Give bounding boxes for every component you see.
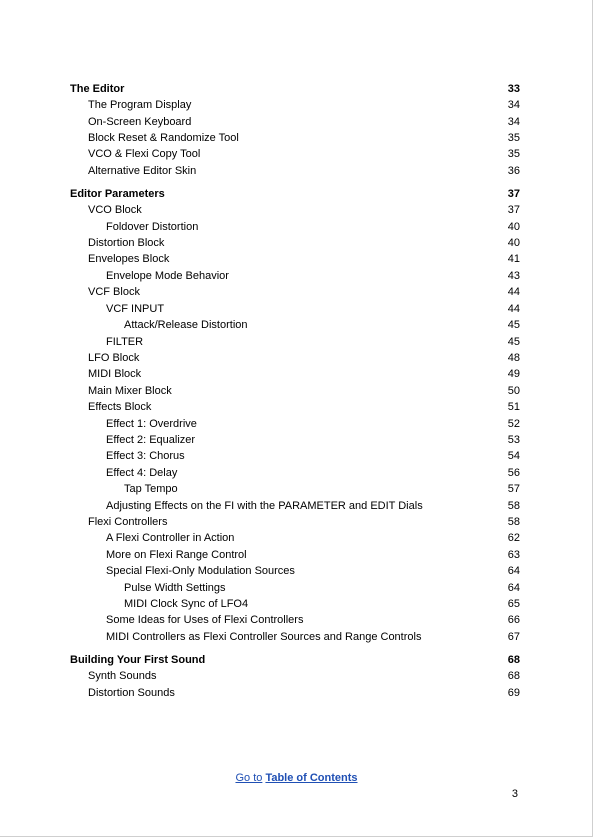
toc-entry-page: 33: [507, 83, 520, 95]
toc-entry-page: 65: [507, 598, 520, 610]
toc-entry-title: More on Flexi Range Control: [106, 549, 247, 561]
toc-entry[interactable]: [70, 399, 520, 415]
toc-entry-title: Attack/Release Distortion: [124, 319, 248, 331]
toc-entry-page: 34: [507, 99, 520, 111]
toc-entry-title: Envelope Mode Behavior: [106, 270, 229, 282]
toc-entry[interactable]: [70, 366, 520, 382]
toc-entry[interactable]: [70, 530, 520, 546]
toc-entry-title: Effects Block: [88, 401, 152, 413]
toc-entry-title: Effect 1: Overdrive: [106, 418, 197, 430]
toc-entry-page: 66: [507, 614, 520, 626]
toc-entry[interactable]: [70, 268, 520, 284]
toc-entry-title: Adjusting Effects on the FI with the PARAMETER and EDIT Dials: [106, 500, 423, 512]
toc-entry-page: 49: [507, 368, 520, 380]
toc-entry-title: Building Your First Sound: [70, 654, 206, 666]
toc-entry[interactable]: [70, 514, 520, 530]
toc-entry[interactable]: [70, 301, 520, 317]
toc-entry-title: MIDI Block: [88, 368, 142, 380]
toc-entry[interactable]: [70, 629, 520, 645]
toc-entry-title: Distortion Block: [88, 237, 165, 249]
toc-entry-title: The Program Display: [88, 99, 192, 111]
toc-entry-title: On-Screen Keyboard: [88, 116, 192, 128]
toc-entry[interactable]: [70, 350, 520, 366]
toc-entry-page: 40: [507, 237, 520, 249]
toc-entry-page: 64: [507, 582, 520, 594]
toc-entry-title: The Editor: [70, 83, 125, 95]
toc-section-heading[interactable]: [70, 652, 520, 668]
footer-toc-link[interactable]: [0, 771, 593, 785]
toc-entry[interactable]: [70, 97, 520, 113]
toc-entry-title: Envelopes Block: [88, 253, 170, 265]
toc-entry-page: 45: [507, 319, 520, 331]
toc-entry-page: 41: [507, 253, 520, 265]
toc-entry[interactable]: [70, 416, 520, 432]
toc-entry[interactable]: [70, 317, 520, 333]
toc-entry-title: LFO Block: [88, 352, 140, 364]
toc-entry-page: 62: [507, 532, 520, 544]
toc-entry-title: Tap Tempo: [124, 483, 178, 495]
toc-entry-title: Main Mixer Block: [88, 385, 172, 397]
toc-entry-title: Some Ideas for Uses of Flexi Controllers: [106, 614, 304, 626]
toc-entry-page: 48: [507, 352, 520, 364]
toc-entry[interactable]: [70, 465, 520, 481]
toc-entry-title: Pulse Width Settings: [124, 582, 226, 594]
toc-entry[interactable]: [70, 498, 520, 514]
toc-entry[interactable]: [70, 481, 520, 497]
toc-entry-page: 67: [507, 631, 520, 643]
toc-entry[interactable]: [70, 146, 520, 162]
toc-entry-page: 35: [507, 132, 520, 144]
toc-entry[interactable]: [70, 612, 520, 628]
toc-entry[interactable]: [70, 563, 520, 579]
toc-entry[interactable]: [70, 284, 520, 300]
toc-entry[interactable]: [70, 668, 520, 684]
toc-entry[interactable]: [70, 432, 520, 448]
toc-entry-title: A Flexi Controller in Action: [106, 532, 235, 544]
toc-entry-title: VCO Block: [88, 204, 142, 216]
toc-entry-title: Distortion Sounds: [88, 687, 175, 699]
toc-entry-title: Foldover Distortion: [106, 221, 199, 233]
toc-entry-page: 51: [507, 401, 520, 413]
toc-entry-page: 57: [507, 483, 520, 495]
toc-entry[interactable]: [70, 383, 520, 399]
table-of-contents-link[interactable]: Table of Contents: [265, 772, 358, 784]
toc-entry[interactable]: [70, 163, 520, 179]
toc-entry-page: 44: [507, 286, 520, 298]
toc-entry-title: Block Reset & Randomize Tool: [88, 132, 239, 144]
toc-entry-page: 68: [507, 654, 520, 666]
toc-entry-title: Alternative Editor Skin: [88, 165, 197, 177]
toc-entry-title: Special Flexi-Only Modulation Sources: [106, 565, 295, 577]
toc-entry-title: FILTER: [106, 336, 144, 348]
toc-entry-page: 36: [507, 165, 520, 177]
toc-entry[interactable]: [70, 251, 520, 267]
toc-entry-page: 58: [507, 516, 520, 528]
toc-entry[interactable]: [70, 202, 520, 218]
toc-entry[interactable]: [70, 685, 520, 701]
toc-entry-page: 37: [507, 204, 520, 216]
toc-entry-page: 50: [507, 385, 520, 397]
toc-entry-page: 37: [507, 188, 520, 200]
toc-entry-page: 68: [507, 670, 520, 682]
toc-entry[interactable]: [70, 547, 520, 563]
toc-entry-title: Synth Sounds: [88, 670, 157, 682]
toc-entry-page: 56: [507, 467, 520, 479]
toc-entry-page: 63: [507, 549, 520, 561]
toc-entry[interactable]: [70, 448, 520, 464]
toc-entry[interactable]: [70, 219, 520, 235]
toc-entry-page: 53: [507, 434, 520, 446]
toc-section-heading[interactable]: [70, 186, 520, 202]
toc-entry[interactable]: [70, 596, 520, 612]
toc-entry-title: VCF Block: [88, 286, 140, 298]
toc-entry-title: VCF INPUT: [106, 303, 165, 315]
toc-entry[interactable]: [70, 114, 520, 130]
toc-entry-title: Effect 2: Equalizer: [106, 434, 196, 446]
go-to-text[interactable]: Go to: [235, 772, 263, 784]
toc-section-heading[interactable]: [70, 81, 520, 97]
toc-entry-page: 52: [507, 418, 520, 430]
toc-entry[interactable]: [70, 334, 520, 350]
toc-entry-page: 45: [507, 336, 520, 348]
toc-entry-page: 44: [507, 303, 520, 315]
toc-entry[interactable]: [70, 580, 520, 596]
toc-entry-page: 43: [507, 270, 520, 282]
toc-entry-title: MIDI Controllers as Flexi Controller Sources and Range Controls: [106, 631, 422, 643]
toc-entry-title: Effect 4: Delay: [106, 467, 178, 479]
toc-entry-page: 64: [507, 565, 520, 577]
toc-entry[interactable]: [70, 235, 520, 251]
toc-entry-title: MIDI Clock Sync of LFO4: [124, 598, 249, 610]
toc-entry-page: 54: [507, 450, 520, 462]
toc-entry-page: 34: [507, 116, 520, 128]
toc-entry[interactable]: [70, 130, 520, 146]
toc-entry-title: Flexi Controllers: [88, 516, 168, 528]
page-number: 3: [511, 788, 518, 800]
toc-entry-title: Editor Parameters: [70, 188, 165, 200]
toc-entry-page: 35: [507, 148, 520, 160]
toc-entry-title: Effect 3: Chorus: [106, 450, 185, 462]
toc-entry-page: 69: [507, 687, 520, 699]
toc-entry-title: VCO & Flexi Copy Tool: [88, 148, 201, 160]
toc-entry-page: 40: [507, 221, 520, 233]
toc-entry-page: 58: [507, 500, 520, 512]
